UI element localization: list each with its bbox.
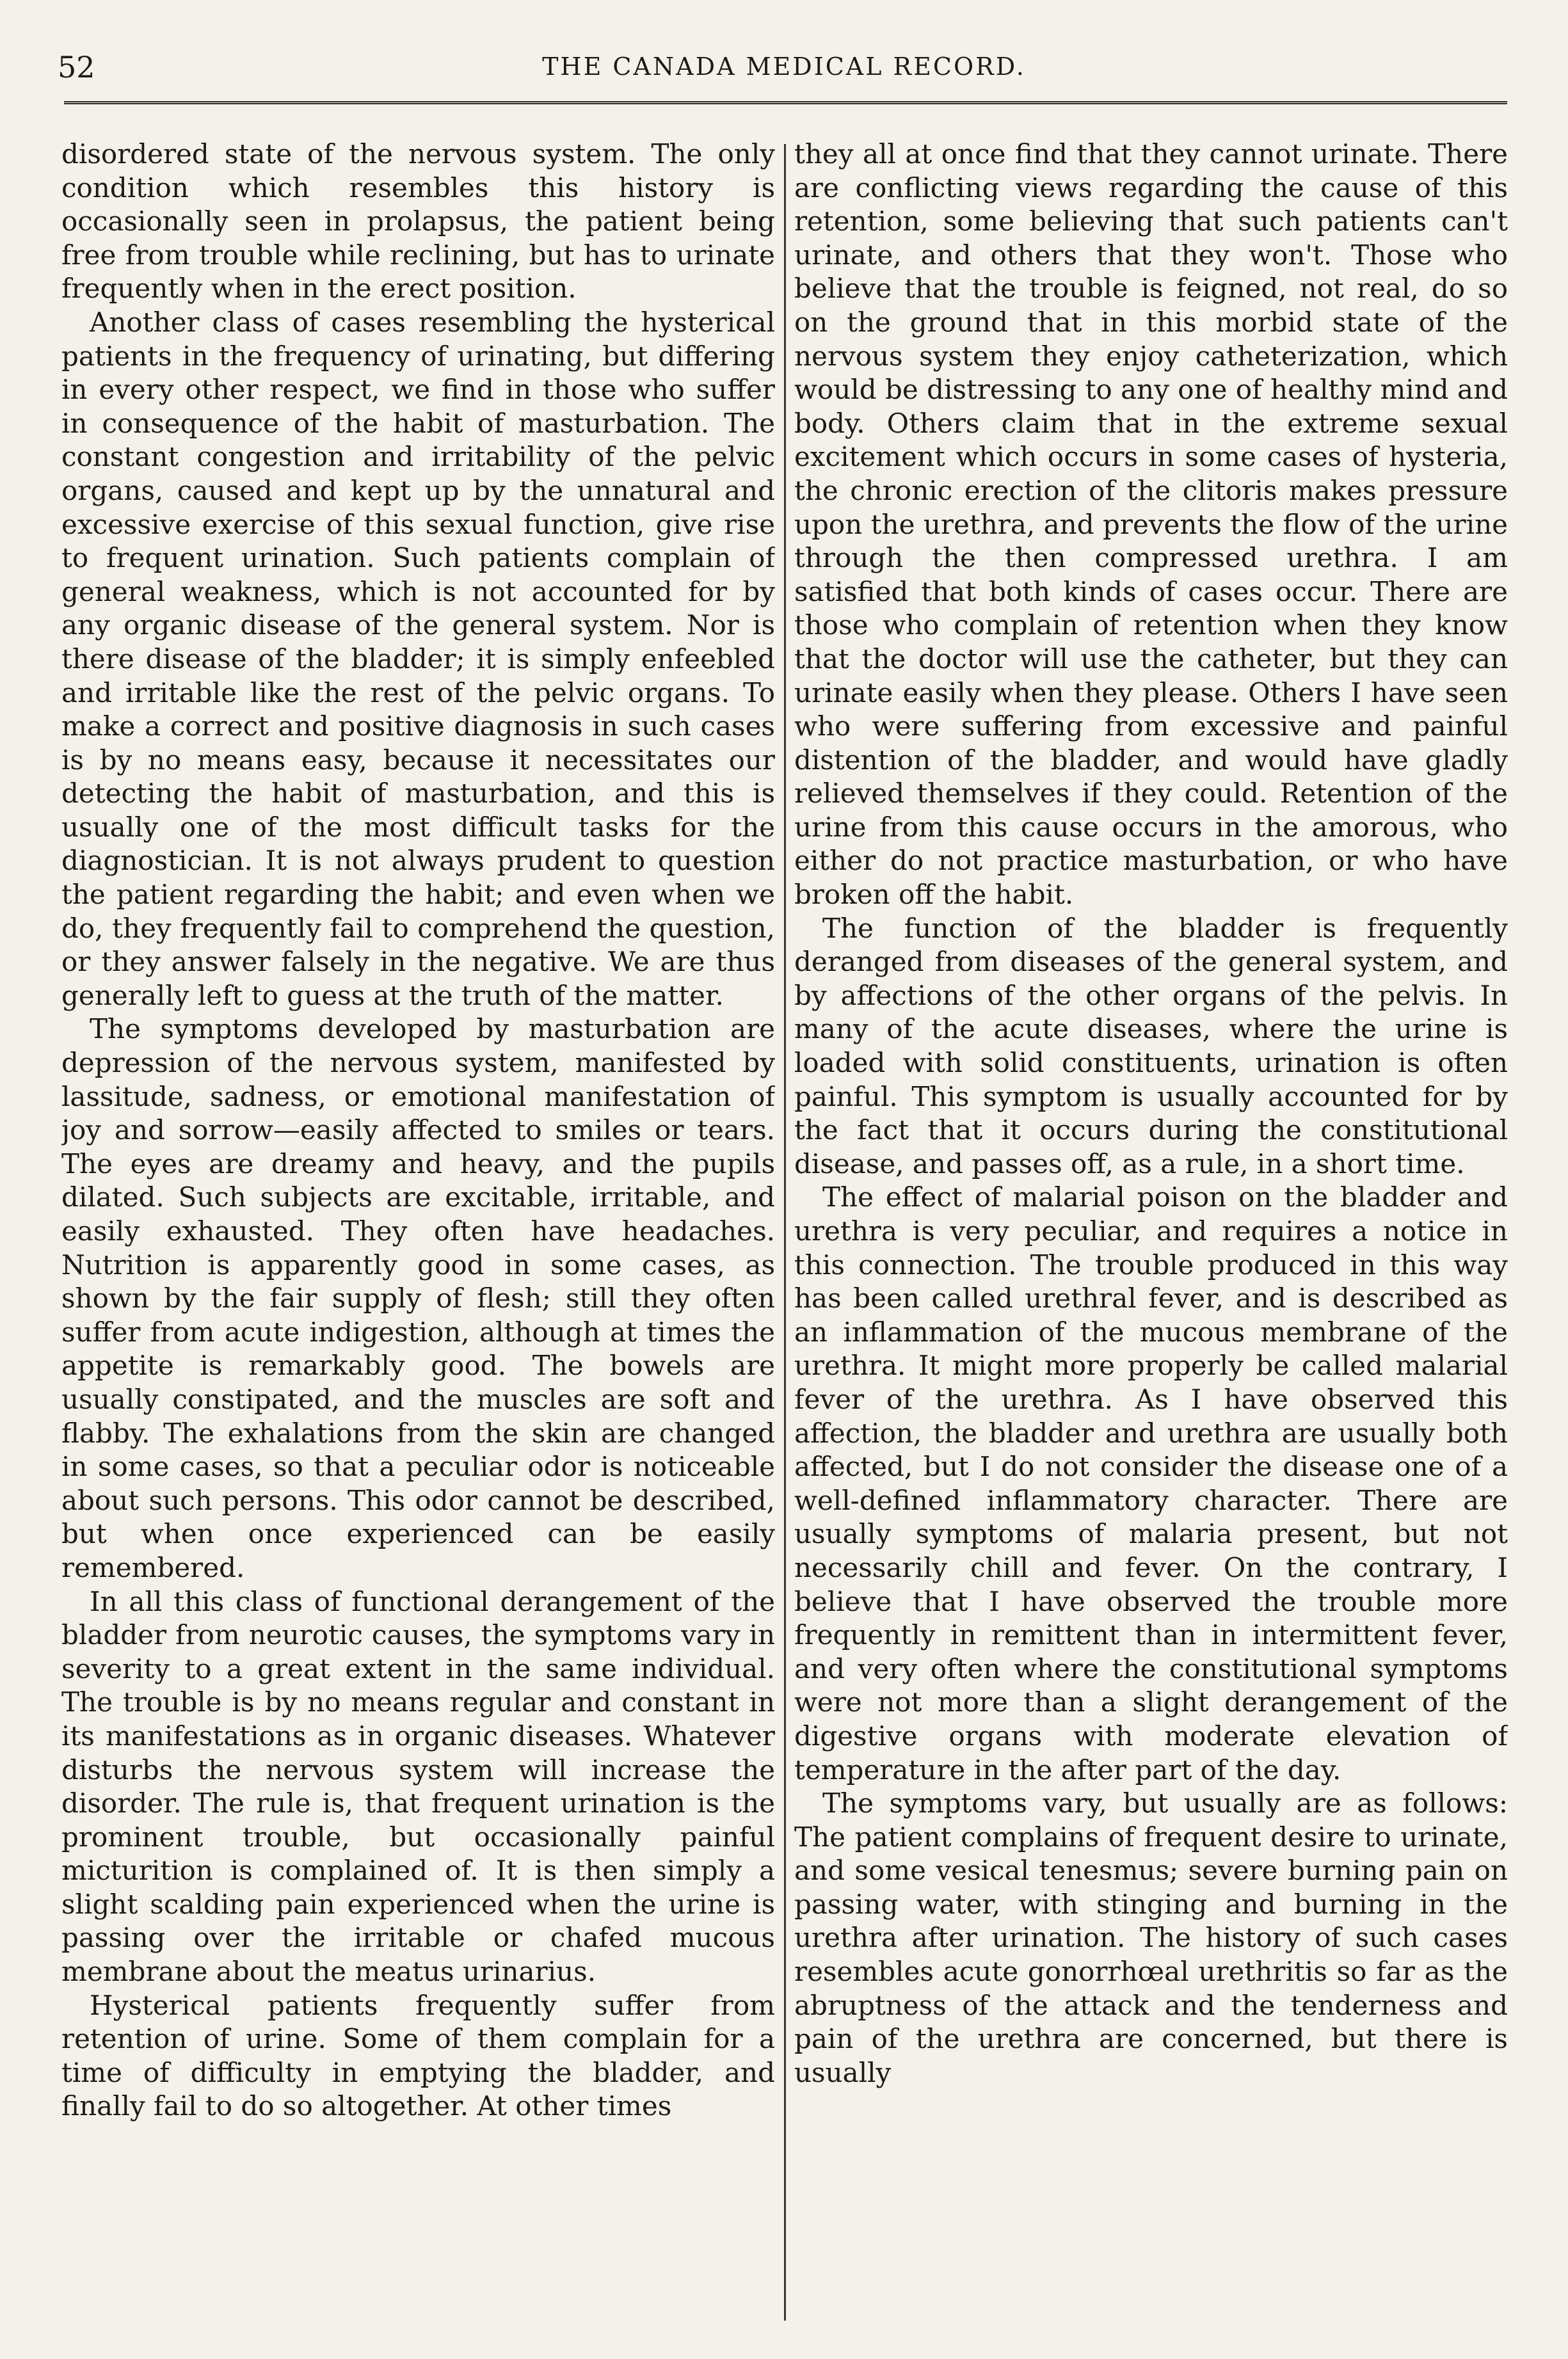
paragraph: The effect of malarial poison on the bladder and urethra is very peculiar, and requires a notice in this connection. The trouble produced in this way has been called urethral fever, and is described as an inflammation of the mucous membrane of the urethra. It might more properly be called malarial fever of the urethra. As I have observed this affection, the bladder and urethra are usually both affected, but I do not consider the disease one of a well-defined inflammatory character. There are usually symptoms of malaria present, but not necessarily chill and fever. On the contrary, I believe that I have observed the trouble more frequently in remittent than in intermittent fever, and very often where the constitutional symptoms were not more than a slight derangement of the digestive organs with moderate elevation of temperature in the after part of the day. [794, 1181, 1508, 1786]
page-number: 52 [58, 50, 95, 84]
paragraph: The symptoms developed by masturbation are depression of the nervous system, manifested by lassitude, sadness, or emotional manifestation of joy and sorrow—easily affected to smiles or tears. The eyes are dreamy and heavy, and the pupils dilated. Such subjects are excitable, irritable, and easily exhausted. They often have headaches. Nutrition is apparently good in some cases, as shown by the fair supply of flesh; still they often suffer from acute indigestion, although at times the appetite is remarkably good. The bowels are usually constipated, and the muscles are soft and flabby. The exhalations from the skin are changed in some cases, so that a peculiar odor is noticeable about such persons. This odor cannot be described, but when once experienced can be easily remembered. [61, 1013, 775, 1583]
right-column [794, 138, 1508, 2321]
paragraph: they all at once find that they cannot urinate. There are conflicting views regarding the cause of this retention, some believing that such patients can't urinate, and others that they won't. Those who believe that the trouble is feigned, not real, do so on the ground that in this morbid state of the nervous system they enjoy catheterization, which would be distressing to any one of healthy mind and body. Others claim that in the extreme sexual excitement which occurs in some cases of hysteria, the chronic erection of the clitoris makes pressure upon the urethra, and prevents the flow of the urine through the then compressed urethra. I am satisfied that both kinds of cases occur. There are those who complain of retention when they know that the doctor will use the catheter, but they can urinate easily when they please. Others I have seen who were suffering from excessive and painful distention of the bladder, and would have gladly relieved themselves if they could. Retention of the urine from this cause occurs in the amorous, who either do not practice masturbation, or who have broken off the habit. [794, 138, 1508, 911]
running-title: THE CANADA MEDICAL RECORD. [542, 52, 1026, 81]
paragraph: disordered state of the nervous system. The only condition which resembles this history is occasionally seen in prolapsus, the patient being free from trouble while reclining, but has to urinate frequently when in the erect position. [61, 138, 775, 305]
left-column [61, 138, 775, 2321]
paragraph: In all this class of functional derangement of the bladder from neurotic causes, the symptoms vary in severity to a great extent in the same individual. The trouble is by no means regular and constant in its manifestations as in organic diseases. Whatever disturbs the nervous system will increase the disorder. The rule is, that frequent urination is the prominent trouble, but occasionally painful micturition is complained of. It is then simply a slight scalding pain experienced when the urine is passing over the irritable or chafed mucous membrane about the meatus urinarius. [61, 1585, 775, 1988]
paragraph: Another class of cases resembling the hysterical patients in the frequency of urinating, but differing in every other respect, we find in those who suffer in consequence of the habit of masturbation. The constant congestion and irritability of the pelvic organs, caused and kept up by the unnatural and excessive exercise of this sexual function, give rise to frequent urination. Such patients complain of general weakness, which is not accounted for by any organic disease of the general system. Nor is there disease of the bladder; it is simply enfeebled and irritable like the rest of the pelvic organs. To make a correct and positive diagnosis in such cases is by no means easy, because it necessitates our detecting the habit of masturbation, and this is usually one of the most difficult tasks for the diagnostician. It is not always prudent to question the patient regarding the habit; and even when we do, they frequently fail to comprehend the question, or they answer falsely in the negative. We are thus generally left to guess at the truth of the matter. [61, 306, 775, 1011]
paragraph: The symptoms vary, but usually are as follows: The patient complains of frequent desire to urinate, and some vesical tenesmus; severe burning pain on passing water, with stinging and burning in the urethra after urination. The history of such cases resembles acute gonorrhœal urethritis so far as the abruptness of the attack and the tenderness and pain of the urethra are concerned, but there is usually [794, 1787, 1508, 2088]
header-rule [64, 101, 1507, 107]
paragraph: The function of the bladder is frequently deranged from diseases of the general system, and by affections of the other organs of the pelvis. In many of the acute diseases, where the urine is loaded with solid constituents, urination is often painful. This symptom is usually accounted for by the fact that it occurs during the constitutional disease, and passes off, as a rule, in a short time. [794, 912, 1508, 1180]
paragraph: Hysterical patients frequently suffer from retention of urine. Some of them complain for a time of difficulty in emptying the bladder, and finally fail to do so altogether. At other times [61, 1989, 775, 2122]
page-header [58, 50, 1510, 88]
column-divider [784, 144, 786, 2321]
article-body [61, 138, 1507, 2321]
